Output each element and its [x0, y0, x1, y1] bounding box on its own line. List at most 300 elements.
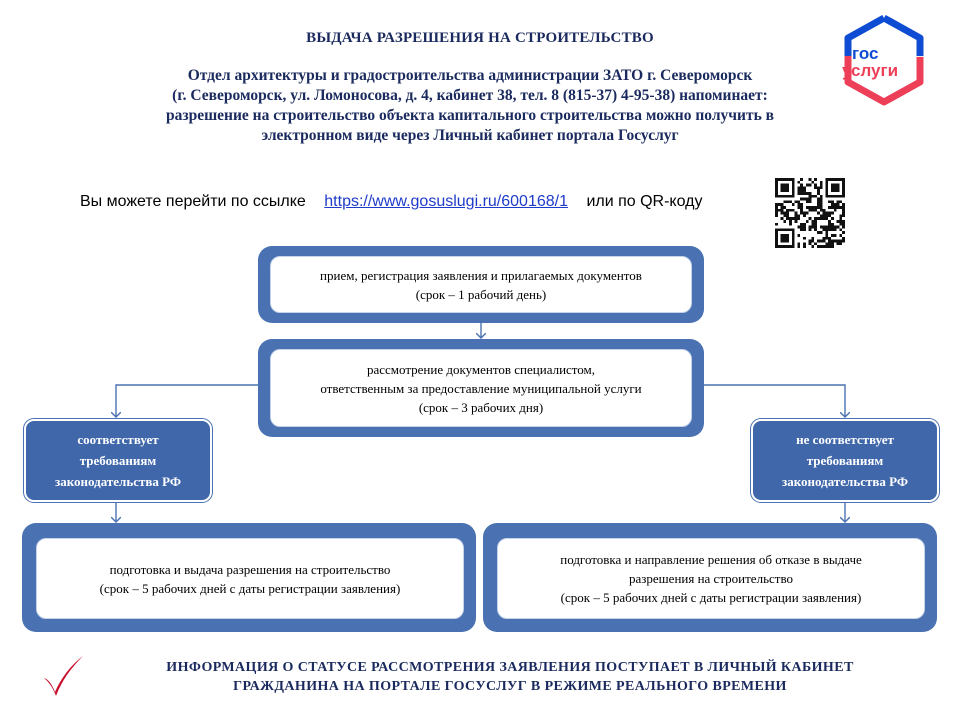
qr-module: [783, 220, 786, 223]
qr-module: [825, 228, 828, 231]
outcome-line: (срок – 5 рабочих дней с даты регистрации заявления): [560, 590, 862, 605]
qr-module: [842, 181, 845, 184]
qr-module: [792, 186, 795, 189]
qr-module: [825, 181, 828, 184]
intro-line: Отдел архитектуры и градостроительства администрации ЗАТО г. Североморск: [187, 67, 753, 84]
qr-module: [797, 226, 800, 229]
outcome-line: разрешения на строительство: [628, 571, 793, 586]
qr-module: [792, 242, 795, 245]
qr-module: [786, 200, 789, 203]
qr-module: [803, 186, 806, 189]
qr-module: [800, 178, 803, 181]
qr-module: [786, 237, 789, 240]
gosuslugi-link[interactable]: https://www.gosuslugi.ru/600168/1: [324, 193, 568, 210]
qr-module: [783, 245, 786, 248]
qr-module: [831, 228, 834, 231]
qr-module: [825, 189, 828, 192]
decision-line: требованиям: [806, 453, 884, 468]
qr-module: [817, 245, 820, 248]
qr-module: [831, 226, 834, 229]
qr-module: [806, 220, 809, 223]
qr-module: [792, 184, 795, 187]
qr-module: [809, 178, 812, 181]
qr-module: [803, 226, 806, 229]
qr-module: [789, 223, 792, 226]
qr-module: [775, 206, 778, 209]
qr-module: [775, 209, 778, 212]
qr-module: [825, 237, 828, 240]
qr-module: [842, 226, 845, 229]
qr-module: [828, 242, 831, 245]
qr-module: [839, 178, 842, 181]
qr-module: [775, 223, 778, 226]
qr-module: [842, 178, 845, 181]
qr-code-icon[interactable]: [775, 178, 845, 248]
qr-module: [842, 231, 845, 234]
qr-module: [811, 181, 814, 184]
qr-module: [792, 192, 795, 195]
qr-module: [842, 209, 845, 212]
qr-module: [786, 228, 789, 231]
qr-module: [811, 223, 814, 226]
qr-module: [800, 184, 803, 187]
outcome-line: подготовка и направление решения об отказе в выдаче: [560, 552, 862, 567]
qr-module: [786, 195, 789, 198]
qr-module: [775, 231, 778, 234]
qr-module: [825, 217, 828, 220]
qr-module: [837, 184, 840, 187]
qr-module: [775, 240, 778, 243]
qr-module: [842, 195, 845, 198]
qr-module: [823, 214, 826, 217]
qr-module: [817, 186, 820, 189]
qr-module: [817, 200, 820, 203]
qr-module: [803, 242, 806, 245]
qr-module: [834, 234, 837, 237]
qr-module: [778, 209, 781, 212]
qr-module: [795, 214, 798, 217]
qr-module: [783, 228, 786, 231]
logo-line2: услуги: [842, 61, 899, 80]
qr-module: [837, 203, 840, 206]
qr-module: [800, 186, 803, 189]
qr-module: [839, 220, 842, 223]
intro-text: [60, 66, 880, 146]
qr-module: [792, 189, 795, 192]
outcome-issue-text: [36, 538, 464, 619]
qr-module: [775, 184, 778, 187]
qr-module: [800, 223, 803, 226]
qr-module: [831, 195, 834, 198]
qr-module: [783, 212, 786, 215]
qr-module: [795, 220, 798, 223]
qr-module: [797, 217, 800, 220]
qr-module: [781, 234, 784, 237]
qr-module: [825, 212, 828, 215]
qr-module: [834, 226, 837, 229]
qr-module: [820, 209, 823, 212]
qr-module: [831, 184, 834, 187]
qr-module: [831, 212, 834, 215]
qr-module: [775, 212, 778, 215]
qr-module: [781, 240, 784, 243]
qr-module: [814, 242, 817, 245]
qr-module: [811, 226, 814, 229]
qr-module: [820, 217, 823, 220]
qr-module: [820, 240, 823, 243]
qr-module: [831, 245, 834, 248]
outcome-line: (срок – 5 рабочих дней с даты регистрации заявления): [99, 580, 401, 596]
qr-module: [828, 237, 831, 240]
arrow-step2-to-yes: [116, 385, 258, 417]
qr-module: [831, 234, 834, 237]
qr-module: [809, 206, 812, 209]
qr-module: [820, 226, 823, 229]
qr-module: [803, 192, 806, 195]
qr-module: [823, 226, 826, 229]
intro-line: (г. Североморск, ул. Ломоносова, д. 4, кабинет 38, тел. 8 (815-37) 4-95-38) напоминает:: [172, 87, 768, 104]
qr-module: [809, 195, 812, 198]
qr-module: [792, 228, 795, 231]
qr-module: [814, 220, 817, 223]
qr-module: [814, 186, 817, 189]
qr-module: [837, 195, 840, 198]
qr-module: [789, 195, 792, 198]
qr-module: [831, 203, 834, 206]
qr-module: [817, 212, 820, 215]
qr-module: [781, 245, 784, 248]
step-line: (срок – 1 рабочий день): [415, 286, 547, 302]
qr-module: [786, 217, 789, 220]
qr-module: [842, 189, 845, 192]
qr-module: [842, 220, 845, 223]
qr-module: [817, 240, 820, 243]
qr-module: [792, 237, 795, 240]
qr-module: [837, 186, 840, 189]
qr-module: [842, 214, 845, 217]
qr-module: [789, 220, 792, 223]
decision-line: соответствует: [77, 432, 159, 447]
qr-module: [797, 189, 800, 192]
qr-module: [834, 178, 837, 181]
link-suffix: или по QR-коду: [586, 193, 703, 210]
qr-module: [828, 178, 831, 181]
qr-module: [825, 234, 828, 237]
qr-module: [820, 206, 823, 209]
qr-module: [786, 186, 789, 189]
decision-complies: [24, 419, 212, 502]
qr-module: [792, 234, 795, 237]
qr-module: [825, 214, 828, 217]
qr-module: [786, 189, 789, 192]
qr-module: [775, 234, 778, 237]
qr-module: [825, 184, 828, 187]
logo-line1: гос: [852, 44, 879, 63]
qr-module: [828, 200, 831, 203]
qr-module: [828, 223, 831, 226]
qr-module: [806, 198, 809, 201]
qr-module: [792, 231, 795, 234]
qr-module: [789, 228, 792, 231]
qr-module: [834, 228, 837, 231]
qr-module: [811, 237, 814, 240]
qr-module: [834, 189, 837, 192]
qr-module: [800, 206, 803, 209]
decision-line: не соответствует: [796, 432, 894, 447]
qr-module: [831, 189, 834, 192]
outcome-refuse-text: [497, 538, 925, 619]
qr-module: [811, 240, 814, 243]
qr-module: [839, 214, 842, 217]
qr-module: [837, 240, 840, 243]
qr-module: [828, 195, 831, 198]
qr-module: [820, 198, 823, 201]
qr-module: [789, 200, 792, 203]
qr-module: [823, 217, 826, 220]
qr-module: [831, 242, 834, 245]
qr-module: [786, 178, 789, 181]
qr-module: [814, 228, 817, 231]
gosuslugi-logo: [838, 12, 930, 108]
step-line: (срок – 3 рабочих дня): [418, 399, 544, 415]
qr-module: [817, 217, 820, 220]
qr-module: [775, 189, 778, 192]
qr-module: [783, 240, 786, 243]
qr-module: [775, 203, 778, 206]
qr-module: [778, 178, 781, 181]
qr-module: [842, 240, 845, 243]
qr-module: [797, 245, 800, 248]
qr-module: [803, 189, 806, 192]
qr-module: [797, 200, 800, 203]
qr-module: [842, 212, 845, 215]
decision-line: законодательства РФ: [54, 474, 182, 489]
qr-module: [800, 198, 803, 201]
qr-module: [775, 228, 778, 231]
qr-module: [800, 226, 803, 229]
link-row: [80, 193, 703, 211]
intro-line: разрешение на строительство объекта капитального строительства можно получить в: [165, 107, 775, 124]
qr-module: [797, 214, 800, 217]
qr-module: [811, 195, 814, 198]
qr-module: [809, 226, 812, 229]
qr-module: [795, 217, 798, 220]
qr-module: [797, 242, 800, 245]
qr-module: [839, 200, 842, 203]
decision-line: законодательства РФ: [781, 474, 909, 489]
qr-module: [803, 212, 806, 215]
qr-module: [781, 209, 784, 212]
footer-line: ИНФОРМАЦИЯ О СТАТУСЕ РАССМОТРЕНИЯ ЗАЯВЛЕНИЯ ПОСТУПАЕТ В ЛИЧНЫЙ КАБИНЕТ: [166, 660, 854, 675]
qr-module: [775, 237, 778, 240]
qr-module: [783, 200, 786, 203]
qr-module: [809, 192, 812, 195]
qr-module: [809, 242, 812, 245]
qr-module: [806, 184, 809, 187]
qr-module: [842, 237, 845, 240]
qr-module: [783, 237, 786, 240]
qr-module: [828, 206, 831, 209]
qr-module: [775, 181, 778, 184]
qr-module: [842, 186, 845, 189]
qr-module: [825, 226, 828, 229]
qr-module: [792, 203, 795, 206]
qr-module: [825, 178, 828, 181]
qr-module: [837, 206, 840, 209]
qr-module: [842, 203, 845, 206]
footer-line: ГРАЖДАНИНА НА ПОРТАЛЕ ГОСУСЛУГ В РЕЖИМЕ РЕАЛЬНОГО ВРЕМЕНИ: [233, 679, 787, 694]
qr-module: [839, 242, 842, 245]
qr-module: [783, 189, 786, 192]
check-icon: [40, 652, 86, 698]
qr-module: [834, 206, 837, 209]
qr-module: [837, 189, 840, 192]
qr-module: [778, 245, 781, 248]
qr-module: [781, 195, 784, 198]
step-line: ответственным за предоставление муниципальной услуги: [320, 380, 642, 396]
qr-module: [814, 223, 817, 226]
qr-module: [775, 186, 778, 189]
qr-module: [817, 192, 820, 195]
qr-module: [823, 212, 826, 215]
qr-module: [839, 217, 842, 220]
qr-module: [789, 245, 792, 248]
qr-module: [781, 186, 784, 189]
qr-module: [825, 192, 828, 195]
qr-module: [820, 200, 823, 203]
qr-module: [817, 231, 820, 234]
qr-module: [839, 240, 842, 243]
qr-module: [814, 195, 817, 198]
qr-module: [795, 212, 798, 215]
qr-module: [792, 178, 795, 181]
qr-module: [786, 214, 789, 217]
qr-module: [837, 178, 840, 181]
qr-module: [786, 245, 789, 248]
qr-module: [792, 217, 795, 220]
qr-module: [820, 203, 823, 206]
qr-module: [820, 231, 823, 234]
qr-module: [814, 184, 817, 187]
qr-module: [806, 206, 809, 209]
qr-module: [828, 220, 831, 223]
qr-module: [797, 192, 800, 195]
qr-module: [823, 245, 826, 248]
qr-module: [786, 184, 789, 187]
qr-module: [831, 178, 834, 181]
qr-module: [786, 234, 789, 237]
qr-module: [842, 206, 845, 209]
qr-module: [781, 184, 784, 187]
qr-module: [789, 209, 792, 212]
qr-module: [820, 184, 823, 187]
qr-module: [828, 226, 831, 229]
qr-module: [786, 212, 789, 215]
qr-module: [842, 192, 845, 195]
qr-module: [789, 178, 792, 181]
qr-module: [814, 206, 817, 209]
qr-module: [839, 223, 842, 226]
qr-module: [800, 212, 803, 215]
qr-module: [834, 203, 837, 206]
footer-notice: [100, 658, 920, 696]
qr-module: [781, 206, 784, 209]
qr-module: [811, 245, 814, 248]
qr-module: [814, 209, 817, 212]
qr-module: [795, 200, 798, 203]
qr-module: [823, 209, 826, 212]
qr-module: [837, 220, 840, 223]
step-review-text: [270, 349, 692, 427]
qr-module: [825, 186, 828, 189]
arrow-step2-to-no: [704, 385, 845, 417]
qr-module: [781, 203, 784, 206]
qr-module: [817, 198, 820, 201]
qr-module: [811, 220, 814, 223]
qr-module: [817, 203, 820, 206]
qr-module: [825, 242, 828, 245]
link-prefix: Вы можете перейти по ссылке: [80, 193, 306, 210]
qr-module: [820, 245, 823, 248]
qr-module: [803, 228, 806, 231]
qr-module: [803, 237, 806, 240]
page-title: ВЫДАЧА РАЗРЕШЕНИЯ НА СТРОИТЕЛЬСТВО: [306, 30, 654, 46]
step-line: рассмотрение документов специалистом,: [366, 361, 596, 377]
qr-module: [825, 231, 828, 234]
qr-module: [781, 228, 784, 231]
qr-module: [803, 245, 806, 248]
qr-module: [797, 234, 800, 237]
qr-module: [834, 195, 837, 198]
qr-module: [781, 217, 784, 220]
qr-module: [828, 240, 831, 243]
qr-module: [837, 226, 840, 229]
qr-module: [811, 206, 814, 209]
qr-module: [800, 192, 803, 195]
qr-module: [814, 226, 817, 229]
qr-module: [783, 206, 786, 209]
qr-module: [806, 192, 809, 195]
qr-module: [834, 184, 837, 187]
qr-module: [786, 209, 789, 212]
qr-module: [820, 195, 823, 198]
qr-module: [792, 181, 795, 184]
qr-module: [792, 245, 795, 248]
decision-not-complies: [751, 419, 939, 502]
qr-module: [823, 237, 826, 240]
qr-module: [809, 200, 812, 203]
qr-module: [828, 212, 831, 215]
qr-module: [831, 223, 834, 226]
qr-module: [792, 195, 795, 198]
qr-module: [828, 228, 831, 231]
qr-module: [800, 228, 803, 231]
qr-module: [800, 203, 803, 206]
qr-module: [828, 245, 831, 248]
qr-module: [839, 228, 842, 231]
qr-module: [783, 214, 786, 217]
qr-module: [792, 209, 795, 212]
qr-module: [831, 217, 834, 220]
qr-module: [775, 192, 778, 195]
qr-module: [814, 178, 817, 181]
qr-module: [806, 200, 809, 203]
qr-module: [778, 228, 781, 231]
qr-module: [809, 198, 812, 201]
qr-module: [834, 209, 837, 212]
step-receive-text: [270, 256, 692, 313]
qr-module: [839, 234, 842, 237]
